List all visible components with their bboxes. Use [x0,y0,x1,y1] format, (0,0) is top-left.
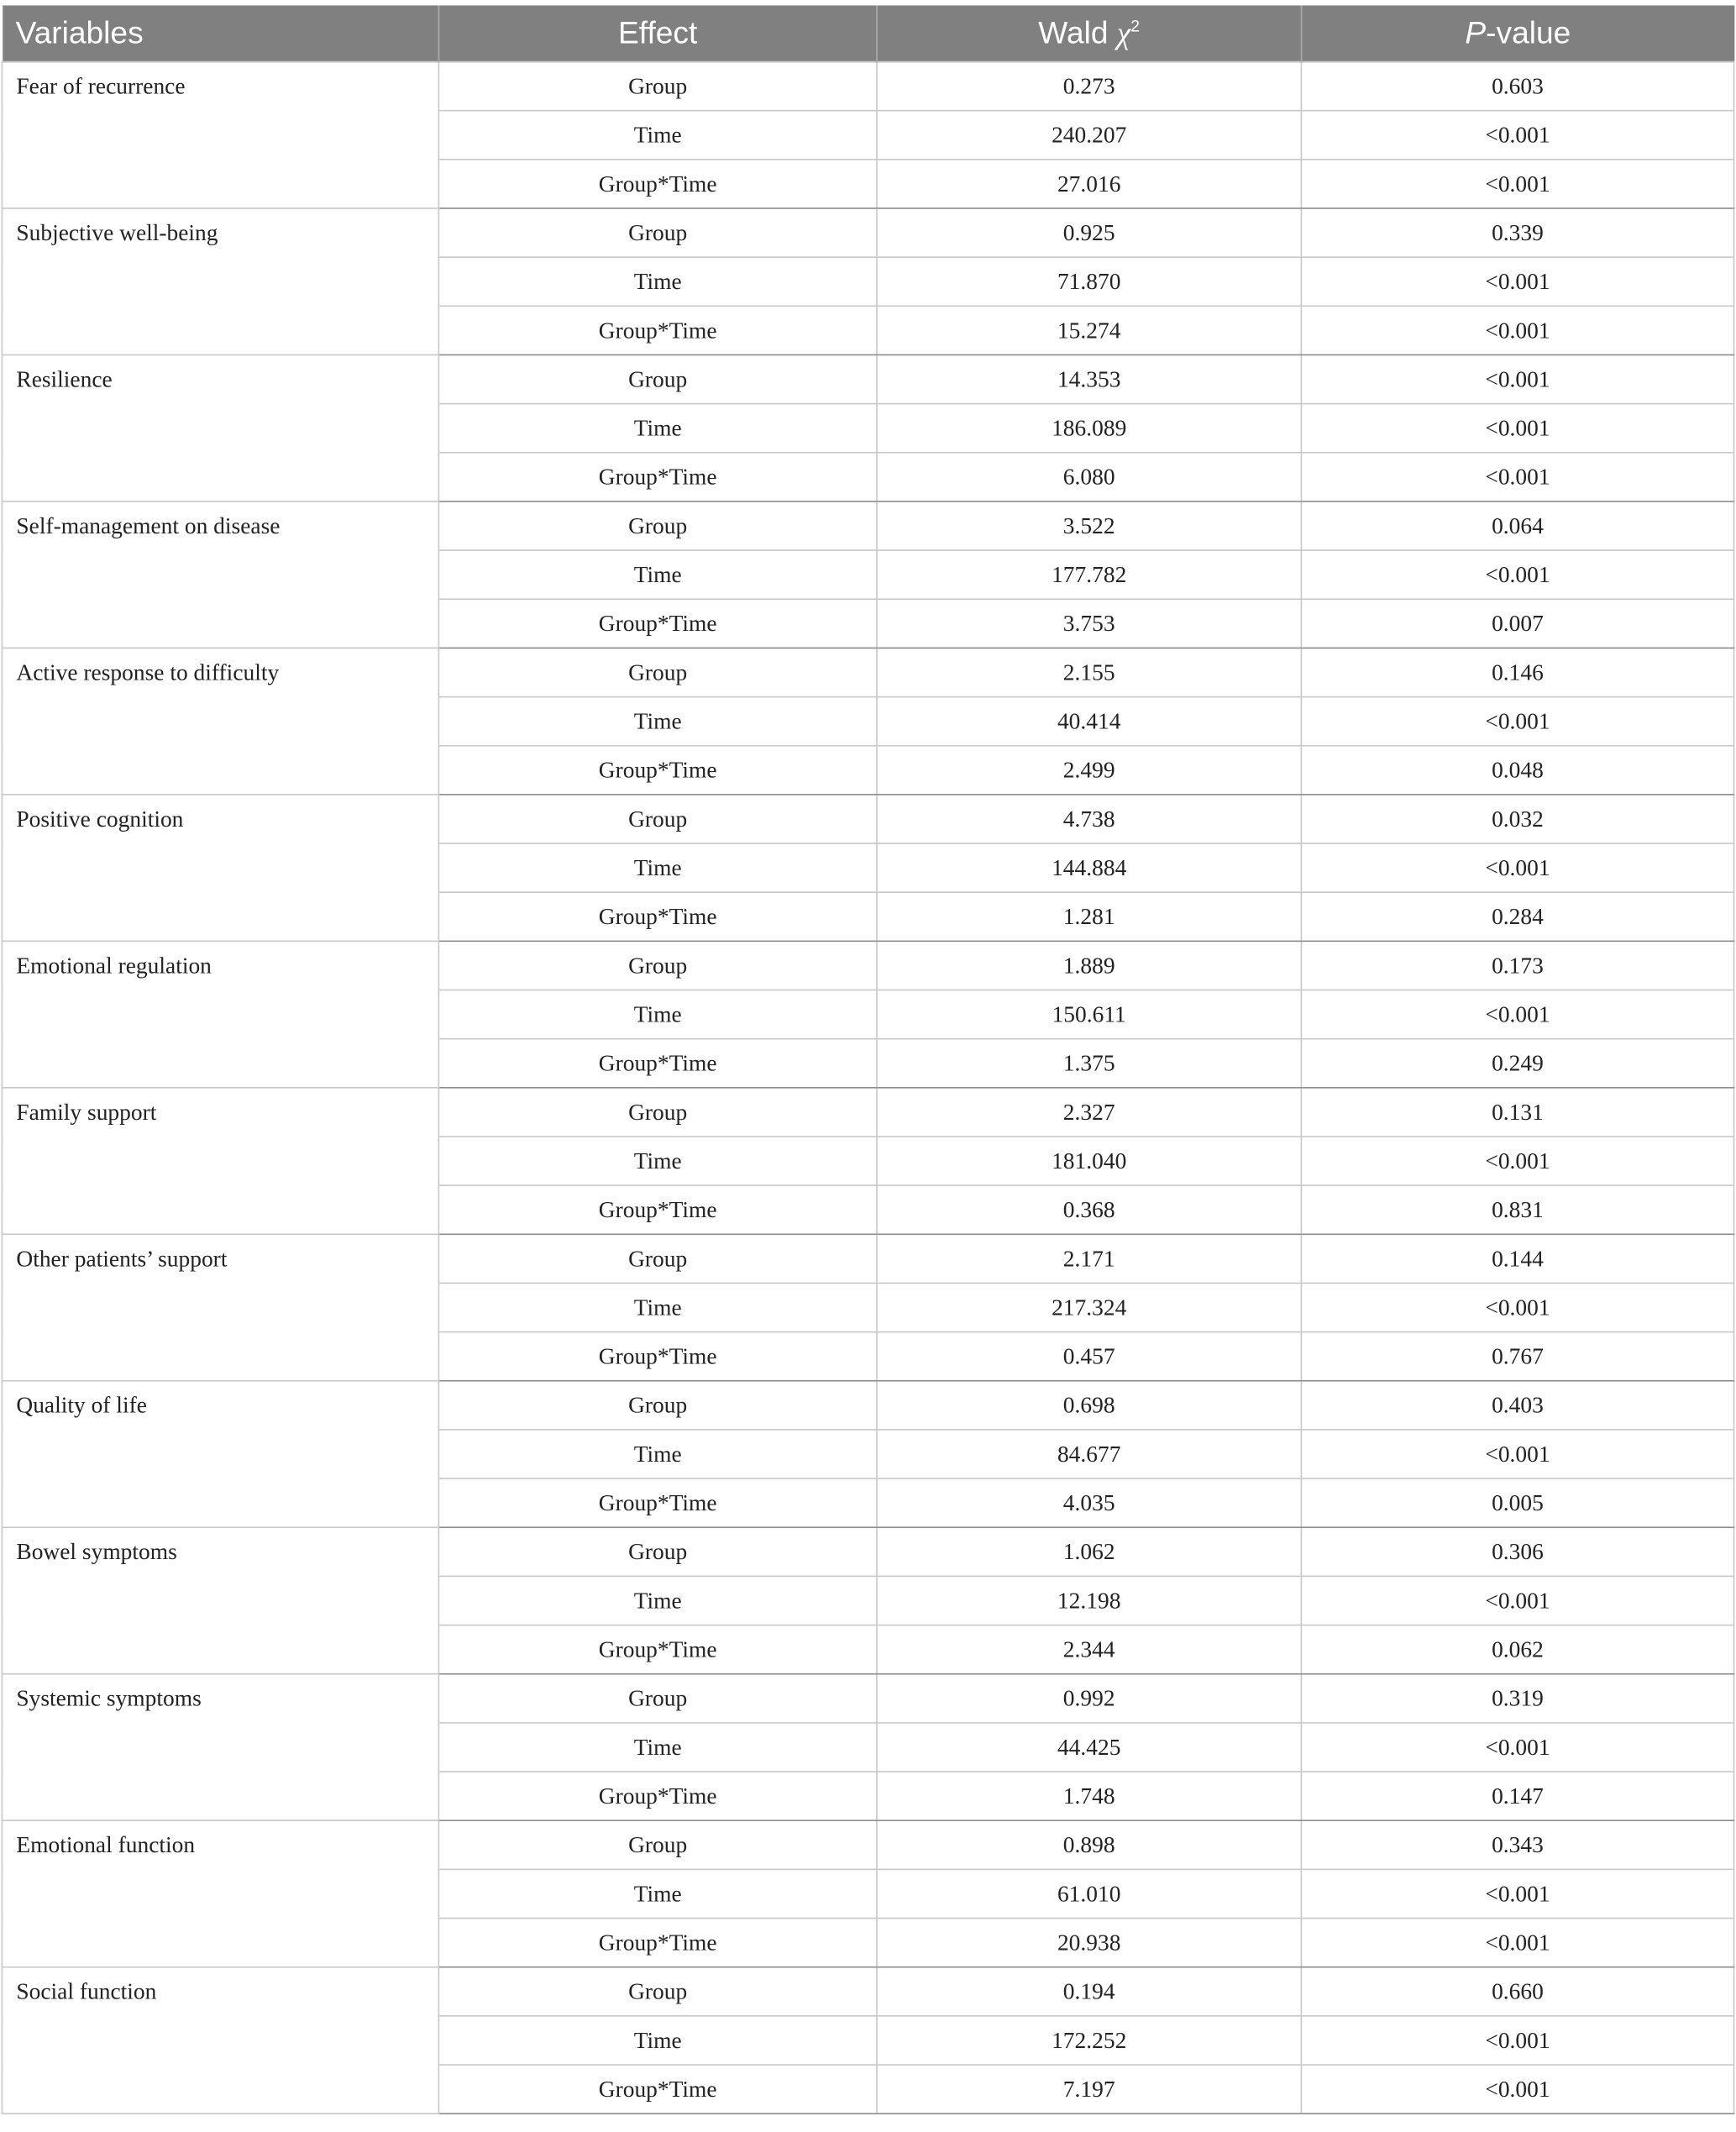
p-value-cell: <0.001 [1301,2016,1733,2065]
variable-cell: Emotional function [2,1820,438,1967]
effect-cell: Group [438,1527,877,1576]
p-value-cell: <0.001 [1301,2065,1733,2114]
effect-cell: Time [438,404,877,453]
p-value-cell: <0.001 [1301,1869,1733,1918]
p-value-cell: <0.001 [1301,111,1733,160]
effect-cell: Group*Time [438,160,877,208]
wald-chi2-cell: 186.089 [877,404,1301,453]
p-value-cell: <0.001 [1301,990,1733,1039]
table-row [2,1674,1733,1723]
p-value-cell: <0.001 [1301,453,1733,501]
wald-chi2-cell: 0.925 [877,208,1301,257]
wald-chi2-cell: 240.207 [877,111,1301,160]
wald-chi2-cell: 0.698 [877,1381,1301,1430]
variable-cell: Other patients’ support [2,1234,438,1380]
p-value-cell: <0.001 [1301,404,1733,453]
table-row [2,1088,1733,1137]
effect-cell: Group*Time [438,599,877,648]
effect-cell: Group [438,1820,877,1869]
p-value-cell: 0.319 [1301,1674,1733,1723]
variable-cell: Social function [2,1967,438,2114]
variable-cell: Subjective well-being [2,208,438,354]
effect-cell: Time [438,550,877,599]
effect-cell: Group*Time [438,1185,877,1234]
wald-chi2-cell: 3.522 [877,501,1301,550]
p-value-cell: <0.001 [1301,306,1733,354]
table-row [2,941,1733,990]
variable-cell: Bowel symptoms [2,1527,438,1673]
p-value-cell: <0.001 [1301,1919,1733,1967]
table-row [2,1234,1733,1283]
p-value-cell: 0.062 [1301,1625,1733,1674]
wald-chi2-cell: 40.414 [877,697,1301,746]
table-row [2,354,1733,403]
p-value-cell: 0.173 [1301,941,1733,990]
wald-chi2-cell: 1.889 [877,941,1301,990]
wald-chi2-cell: 0.992 [877,1674,1301,1723]
p-value-cell: 0.144 [1301,1234,1733,1283]
effect-cell: Group [438,354,877,403]
effect-cell: Group [438,1967,877,2016]
p-value-cell: <0.001 [1301,843,1733,892]
wald-chi2-cell: 61.010 [877,1869,1301,1918]
table-row [2,208,1733,257]
table-header [2,5,1733,61]
effect-cell: Group [438,795,877,843]
effect-cell: Group*Time [438,1478,877,1527]
wald-chi2-cell: 1.062 [877,1527,1301,1576]
wald-chi2-cell: 84.677 [877,1430,1301,1478]
p-value-cell: <0.001 [1301,697,1733,746]
effect-cell: Group [438,648,877,696]
p-value-cell: 0.660 [1301,1967,1733,2016]
p-value-cell: 0.064 [1301,501,1733,550]
effect-cell: Group*Time [438,1772,877,1820]
table-row [2,1527,1733,1576]
wald-chi2-cell: 1.281 [877,892,1301,941]
effect-cell: Time [438,1869,877,1918]
effect-cell: Time [438,257,877,306]
effect-cell: Group [438,1088,877,1137]
effect-cell: Group*Time [438,1332,877,1381]
wald-chi2-cell: 4.738 [877,795,1301,843]
p-value-cell: <0.001 [1301,1430,1733,1478]
wald-chi2-cell: 0.457 [877,1332,1301,1381]
variable-cell: Active response to difficulty [2,648,438,794]
variable-cell: Emotional regulation [2,941,438,1087]
p-value-cell: <0.001 [1301,1283,1733,1331]
wald-chi2-cell: 0.898 [877,1820,1301,1869]
table-row [2,795,1733,843]
wald-results-table [2,5,1735,2114]
effect-cell: Time [438,1576,877,1625]
wald-chi2-cell: 27.016 [877,160,1301,208]
effect-cell: Time [438,843,877,892]
wald-chi2-cell: 2.171 [877,1234,1301,1283]
effect-cell: Time [438,990,877,1039]
wald-chi2-cell: 177.782 [877,550,1301,599]
wald-chi2-cell: 2.327 [877,1088,1301,1137]
header-wald-chi2 [877,5,1301,61]
wald-chi2-cell: 2.155 [877,648,1301,696]
table-row [2,648,1733,696]
wald-chi2-cell: 150.611 [877,990,1301,1039]
wald-chi2-cell: 6.080 [877,453,1301,501]
effect-cell: Time [438,2016,877,2065]
wald-chi2-cell: 14.353 [877,354,1301,403]
wald-chi2-cell: 0.194 [877,1967,1301,2016]
wald-chi2-cell: 20.938 [877,1919,1301,1967]
effect-cell: Time [438,1430,877,1478]
p-value-cell: 0.831 [1301,1185,1733,1234]
effect-cell: Group [438,1234,877,1283]
wald-chi2-cell: 3.753 [877,599,1301,648]
effect-cell: Group [438,1674,877,1723]
p-value-cell: 0.339 [1301,208,1733,257]
effect-cell: Time [438,1137,877,1185]
effect-cell: Time [438,111,877,160]
header-effect: Effect [438,5,877,61]
p-value-cell: 0.005 [1301,1478,1733,1527]
wald-chi2-cell: 4.035 [877,1478,1301,1527]
p-value-cell: 0.284 [1301,892,1733,941]
header-row [2,5,1733,61]
p-value-cell: 0.146 [1301,648,1733,696]
header-wald-prefix: Wald [1038,14,1117,50]
wald-chi2-cell: 181.040 [877,1137,1301,1185]
effect-cell: Group*Time [438,1919,877,1967]
wald-chi2-cell: 144.884 [877,843,1301,892]
header-p-rest: -value [1486,14,1571,50]
wald-chi2-cell: 15.274 [877,306,1301,354]
effect-cell: Group [438,62,877,111]
wald-chi2-cell: 172.252 [877,2016,1301,2065]
p-value-cell: <0.001 [1301,1137,1733,1185]
header-p-value [1301,5,1733,61]
effect-cell: Group*Time [438,892,877,941]
table-row [2,1381,1733,1430]
header-chi-superscript: 2 [1130,16,1141,36]
effect-cell: Group*Time [438,1039,877,1088]
table-body [2,62,1733,2114]
variable-cell: Resilience [2,354,438,501]
wald-chi2-cell: 1.748 [877,1772,1301,1820]
wald-chi2-cell: 7.197 [877,2065,1301,2114]
p-value-cell: 0.048 [1301,746,1733,795]
p-value-cell: <0.001 [1301,257,1733,306]
wald-chi2-cell: 12.198 [877,1576,1301,1625]
p-value-cell: 0.147 [1301,1772,1733,1820]
effect-cell: Group*Time [438,2065,877,2114]
p-value-cell: <0.001 [1301,160,1733,208]
effect-cell: Group [438,941,877,990]
wald-chi2-cell: 217.324 [877,1283,1301,1331]
variable-cell: Quality of life [2,1381,438,1527]
effect-cell: Time [438,1283,877,1331]
variable-cell: Fear of recurrence [2,62,438,208]
variable-cell: Systemic symptoms [2,1674,438,1820]
header-p-italic: P [1465,14,1487,50]
table-row [2,1820,1733,1869]
effect-cell: Group [438,501,877,550]
variable-cell: Self-management on disease [2,501,438,648]
effect-cell: Group*Time [438,306,877,354]
p-value-cell: <0.001 [1301,1576,1733,1625]
p-value-cell: <0.001 [1301,1723,1733,1772]
p-value-cell: <0.001 [1301,550,1733,599]
header-variables: Variables [2,5,438,61]
p-value-cell: <0.001 [1301,354,1733,403]
effect-cell: Group [438,208,877,257]
p-value-cell: 0.767 [1301,1332,1733,1381]
table-row [2,62,1733,111]
header-chi-symbol: χ [1116,16,1131,50]
effect-cell: Group [438,1381,877,1430]
wald-chi2-cell: 2.499 [877,746,1301,795]
p-value-cell: 0.306 [1301,1527,1733,1576]
table-row [2,1967,1733,2016]
variable-cell: Family support [2,1088,438,1234]
wald-chi2-cell: 1.375 [877,1039,1301,1088]
p-value-cell: 0.403 [1301,1381,1733,1430]
wald-chi2-cell: 71.870 [877,257,1301,306]
wald-chi2-cell: 0.273 [877,62,1301,111]
wald-chi2-cell: 0.368 [877,1185,1301,1234]
effect-cell: Group*Time [438,746,877,795]
effect-cell: Time [438,1723,877,1772]
effect-cell: Time [438,697,877,746]
p-value-cell: 0.343 [1301,1820,1733,1869]
effect-cell: Group*Time [438,453,877,501]
wald-chi2-cell: 2.344 [877,1625,1301,1674]
p-value-cell: 0.131 [1301,1088,1733,1137]
p-value-cell: 0.032 [1301,795,1733,843]
table-row [2,501,1733,550]
p-value-cell: 0.603 [1301,62,1733,111]
effect-cell: Group*Time [438,1625,877,1674]
p-value-cell: 0.249 [1301,1039,1733,1088]
variable-cell: Positive cognition [2,795,438,941]
wald-chi2-cell: 44.425 [877,1723,1301,1772]
p-value-cell: 0.007 [1301,599,1733,648]
